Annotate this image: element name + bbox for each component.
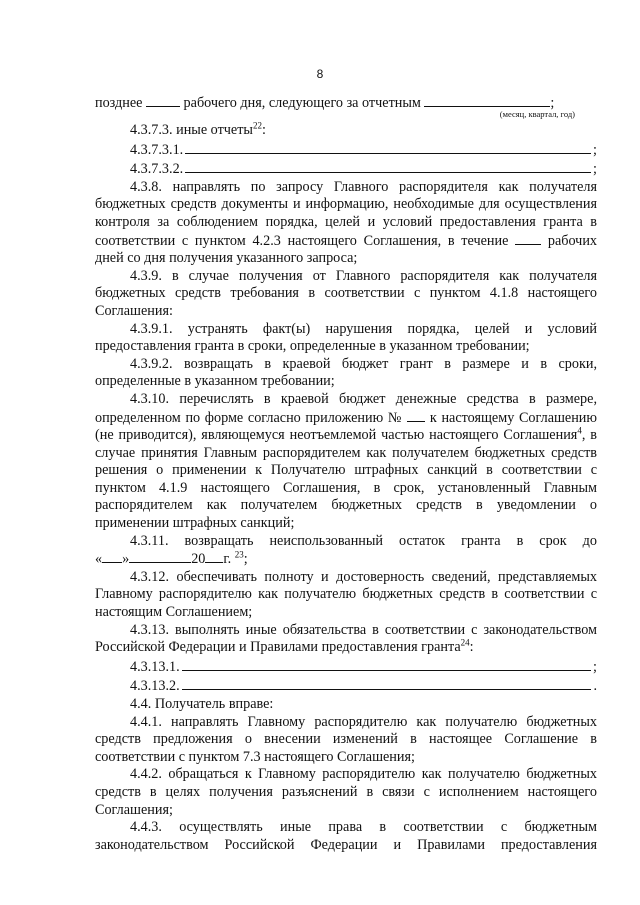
text-later: позднее <box>95 95 143 111</box>
item-4-3-13: 4.3.13. выполнять иные обязательства в соответствии с законодательством Российской Федерации и Правилами предоставления гранта$^{24}$: <box>95 621 597 656</box>
blank-period <box>424 94 550 107</box>
item-4-4: 4.4. Получатель вправе: <box>130 696 274 712</box>
blank-line <box>185 140 591 154</box>
blank-days <box>146 94 180 107</box>
item-4-3-9-1: 4.3.9.1. устранять факт(ы) нарушения порядка, целей и условий предоставления гранта в сроки, определенные в указанном требовании; <box>95 320 597 355</box>
item-4-3-7-3-2: 4.3.7.3.2. ; <box>130 161 597 178</box>
item-4-3-7-3: 4.3.7.3. иные отчеты$^{22}$: <box>130 120 266 138</box>
text-working-day: рабочего дня, следующего за отчетным <box>183 95 421 111</box>
item-4-4-1: 4.4.1. направлять Главному распорядителю как получателю бюджетных средств предложения о внесении изменений в настоящее Соглашение в соответствии с пунктом 7.3 настоящего Соглашения; <box>95 713 597 765</box>
item-4-3-11-date: « » 20 г. $^{23}$; <box>95 549 248 568</box>
line-end: ; <box>550 95 555 111</box>
item-4-3-7-3-1: 4.3.7.3.1. ; <box>130 141 597 158</box>
period-caption: (месяц, квартал, год) <box>499 109 575 119</box>
item-4-3-10: 4.3.10. перечислять в краевой бюджет денежные средства в размере, определенном по форме согласно приложению № к настоящему Соглашению (не приводится), являющемуся неотъемлемой частью настоящего Соглашения$^4$, в случае принятия Главным распорядителем как получателем бюджетных средств решения о применении к Получателю штрафных санкций в соответствии с пунктом 4.1.9 настоящего Соглашения, в срок, установленный Главным распорядителем как получателем бюджетных средств в уведомлении о применении штрафных санкций; <box>95 390 598 532</box>
report-deadline-line <box>95 94 597 122</box>
item-4-3-12: 4.3.12. обеспечивать полноту и достоверность сведений, представляемых Главному распорядителю как получателю бюджетных средств в соответствии с настоящим Соглашением; <box>95 568 597 621</box>
page-number: 8 <box>316 67 324 81</box>
blank-line <box>185 159 591 173</box>
item-4-3-9: 4.3.9. в случае получения от Главного распорядителя как получателя бюджетных средств требования в соответствии с пунктом 4.1.8 настоящего Соглашения: <box>95 267 597 319</box>
item-4-3-8: 4.3.8. направлять по запросу Главного распорядителя как получателя бюджетных средств документы и информацию, необходимые для осуществления контроля за соблюдением порядка, целей и условий предоставления гранта в соответствии с пунктом 4.2.3 настоящего Соглашения, в течение рабочих дней со дня получения указанного запроса; <box>95 178 598 267</box>
item-4-3-13-2: 4.3.13.2. . <box>130 678 597 695</box>
blank-line <box>182 657 591 671</box>
item-4-3-9-2: 4.3.9.2. возвращать в краевой бюджет грант в размере и в сроки, определенные в указанном требовании; <box>95 355 597 390</box>
item-4-3-11: 4.3.11. возвращать неиспользованный остаток гранта в срок до <box>130 532 597 549</box>
item-4-3-13-1: 4.3.13.1. ; <box>130 658 597 675</box>
blank-line <box>182 676 592 690</box>
item-4-4-3: 4.4.3. осуществлять иные права в соответствии с бюджетным законодательством Российской Федерации и Правилами предоставления <box>95 819 597 853</box>
item-4-4-2: 4.4.2. обращаться к Главному распорядителю как получателю бюджетных средств в целях получения разъяснений в связи с исполнением настоящего Соглашения; <box>95 766 597 818</box>
document-body <box>95 94 597 854</box>
